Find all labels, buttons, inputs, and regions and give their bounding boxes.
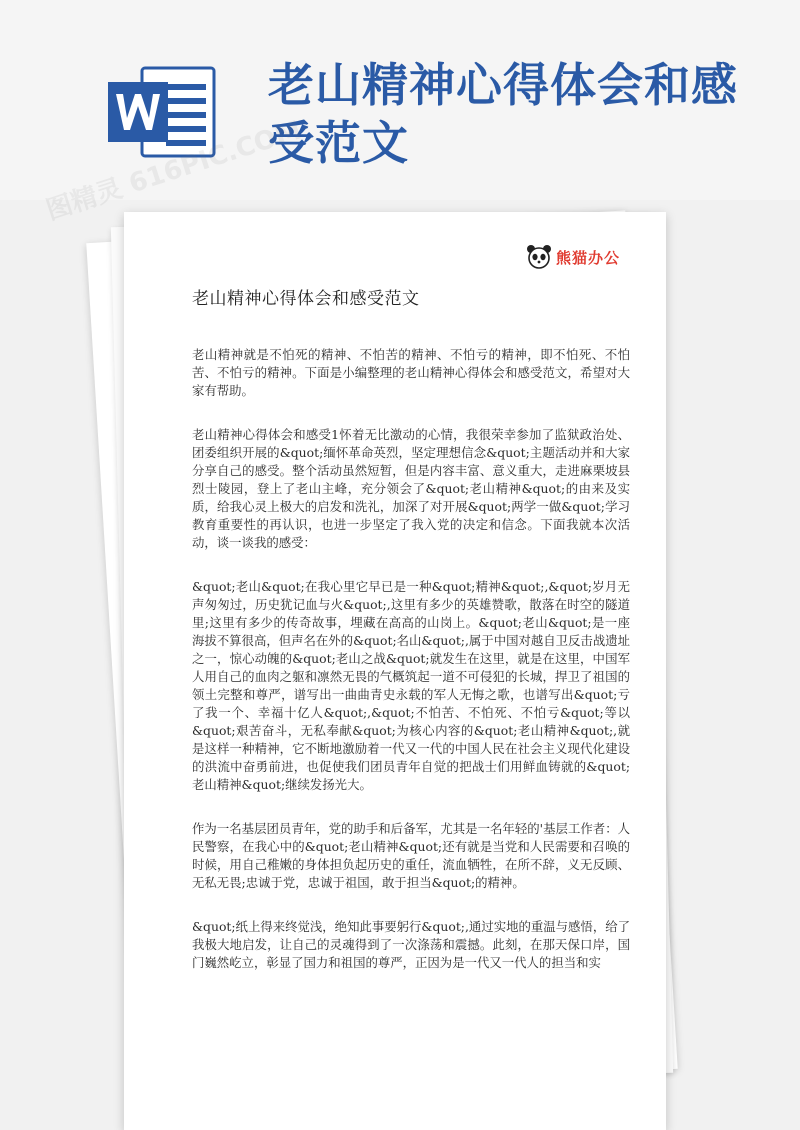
brand-logo [526, 244, 620, 270]
document-body [192, 346, 630, 998]
panda-icon [526, 244, 552, 270]
document-title: 老山精神心得体会和感受范文 [192, 289, 420, 309]
word-icon [108, 62, 216, 162]
paragraph: &quot;纸上得来终觉浅，绝知此事要躬行&quot;,通过实地的重温与感悟，给了我极大地启发，让自己的灵魂得到了一次涤荡和震撼。此刻，在那天保口岸，国门巍然屹立，彰显了国力和祖国的尊严，正因为是一代又一代人的担当和实 [192, 919, 630, 970]
page-title: 老山精神心得体会和感受范文 [268, 58, 738, 170]
header-banner [0, 0, 800, 200]
brand-label: 熊猫办公 [556, 248, 621, 267]
document-page [124, 212, 666, 1130]
paragraph: 老山精神就是不怕死的精神、不怕苦的精神、不怕亏的精神，即不怕死、不怕苦、不怕亏的精神。下面是小编整理的老山精神心得体会和感受范文，希望对大家有帮助。 [192, 347, 630, 398]
paragraph: 老山精神心得体会和感受1怀着无比激动的心情，我很荣幸参加了监狱政治处、团委组织开展的&quot;缅怀革命英烈，坚定理想信念&quot;主题活动并和大家分享自己的感受。整个活动虽然短暂，但是内容丰富、意义重大，走进麻栗坡县烈士陵园，登上了老山主峰，充分领会了&quot;老山精神&quot;的由来及实质，给我心灵上极大的启发和洗礼，加深了对开展&quot;两学一做&quot;学习教育重要性的再认识，也进一步坚定了我入党的决定和信念。下面我就本次活动，谈一谈我的感受： [192, 427, 630, 550]
paragraph: 作为一名基层团员青年，党的助手和后备军，尤其是一名年轻的'基层工作者：人民警察，在我心中的&quot;老山精神&quot;还有就是当党和人民需要和召唤的时候，用自己稚嫩的身体担负起历史的重任，流血牺牲，在所不辞，义无反顾、无私无畏;忠诚于党，忠诚于祖国，敢于担当&quot;的精神。 [192, 821, 630, 890]
paragraph: &quot;老山&quot;在我心里它早已是一种&quot;精神&quot;,&quot;岁月无声匆匆过，历史犹记血与火&quot;,这里有多少的英雄赞歌，散落在时空的隧道里;这里有多少的传奇故事，埋藏在高高的山岗上。&quot;老山&quot;是一座海拔不算很高，但声名在外的&quot;名山&quot;,属于中国对越自卫反击战遗址之一，惊心动魄的&quot;老山之战&quot;就发生在这里，就是在这里，中国军人用自己的血肉之躯和凛然无畏的气概筑起一道不可侵犯的长城，捍卫了祖国的领土完整和尊严，谱写出一曲曲青史永载的军人无悔之歌，也谱写出&quot;亏了我一个、幸福十亿人&quot;,&quot;不怕苦、不怕死、不怕亏&quot;等以&quot;艰苦奋斗，无私奉献&quot;为核心内容的&quot;老山精神&quot;,就是这样一种精神，它不断地激励着一代又一代的中国人民在社会主义现代化建设的洪流中奋勇前进，也促使我们团员青年自觉的把战士们用鲜血铸就的&quot;老山精神&quot;继续发扬光大。 [192, 579, 630, 792]
